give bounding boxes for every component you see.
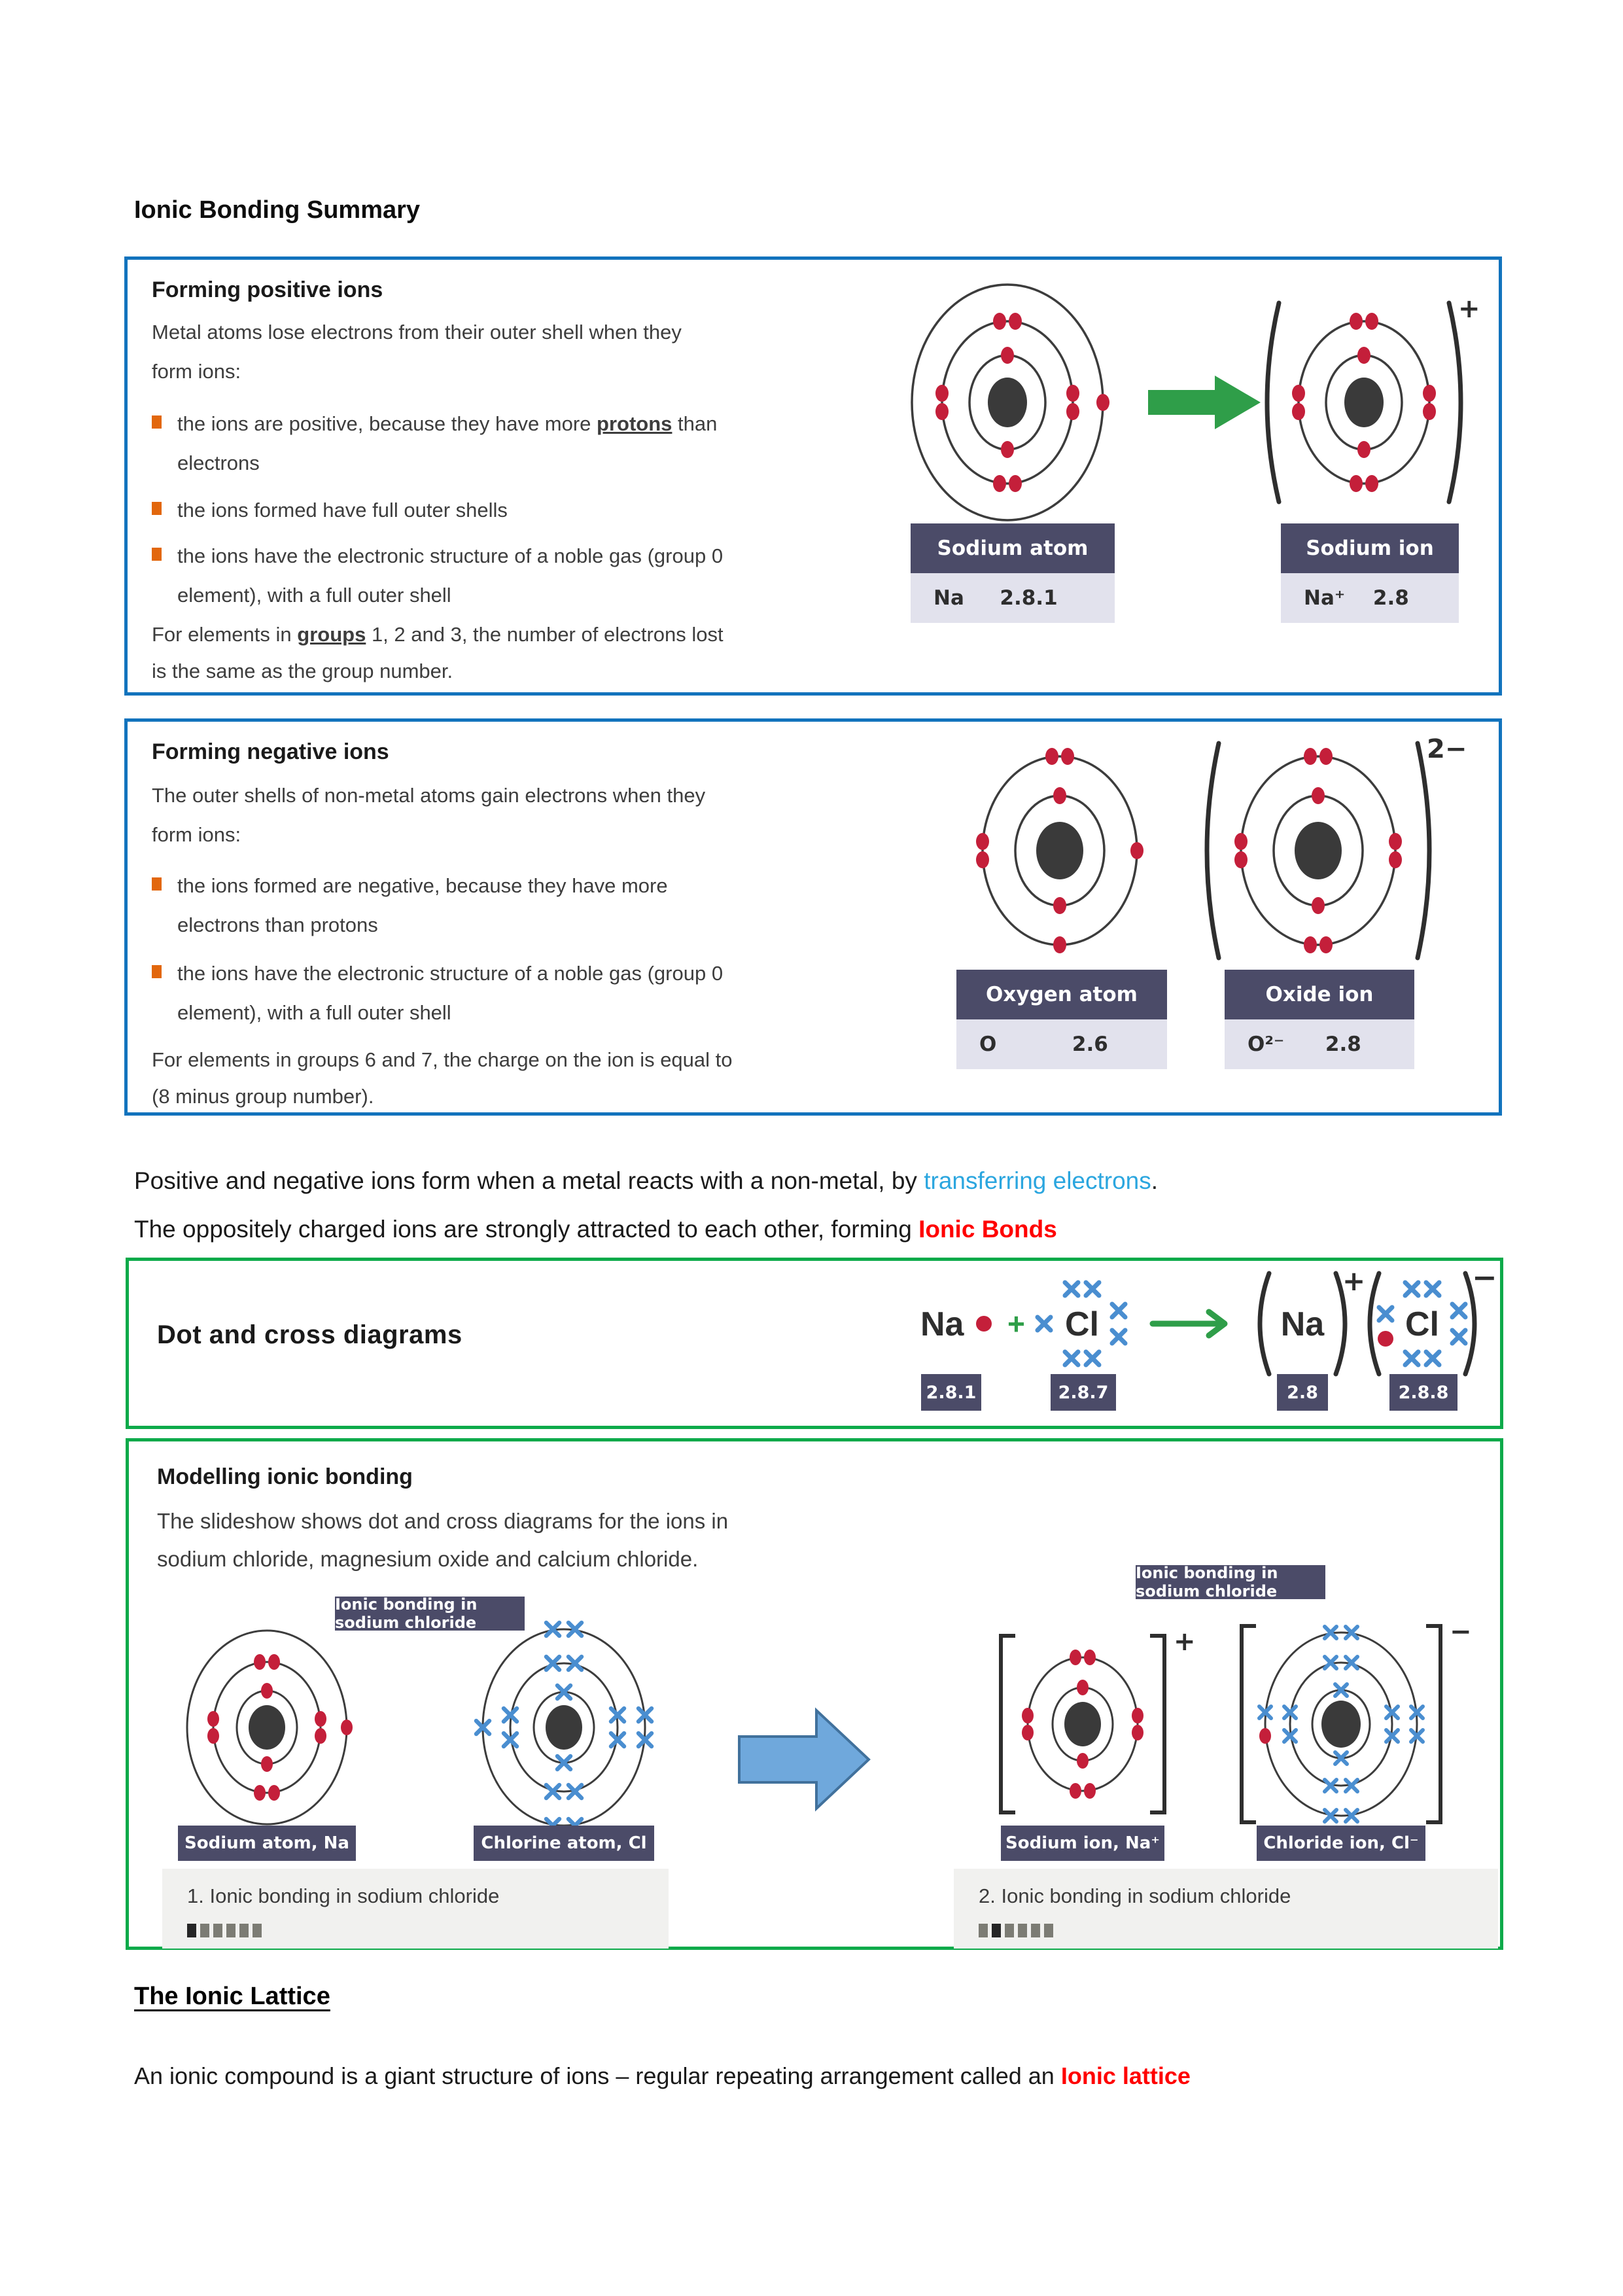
dot-cross-title: Dot and cross diagrams: [157, 1320, 462, 1349]
box1-bullet-1: the ions are positive, because they have more protons than electrons: [152, 404, 717, 483]
label-title: Sodium atom: [911, 523, 1115, 573]
modelling-paragraph: The slideshow shows dot and cross diagrams for the ions in sodium chloride, magnesium oxide and calcium chloride.: [157, 1509, 729, 1571]
electron-dot-icon: [976, 1316, 992, 1332]
label-value: O 2.6: [956, 1019, 1167, 1069]
chloride-ion-slide-label: Chloride ion, Cl⁻: [1257, 1826, 1425, 1861]
sodium-atom-label: [911, 523, 1115, 623]
svg-text:−: −: [1450, 1617, 1472, 1647]
cl-symbol: Cl: [1065, 1305, 1099, 1343]
sodium-atom-slide-label: Sodium atom, Na: [178, 1826, 356, 1861]
sodium-ion-diagram: [1227, 264, 1501, 544]
slide-caption-right: [954, 1869, 1498, 1949]
slide-title-badge-left: Ionic bonding in sodium chloride: [335, 1597, 525, 1631]
chlorine-atom-slide-diagram: [456, 1613, 672, 1845]
box1-footer: For elements in groups 1, 2 and 3, the number of electrons lost is the same as the group number.: [152, 623, 724, 682]
label-value: Na 2.8.1: [911, 573, 1115, 623]
box2-heading: Forming negative ions: [152, 739, 389, 764]
bullet-square-icon: [152, 415, 162, 429]
box2-bullet-2: the ions have the electronic structure of a noble gas (group 0 element), with a full outer shell: [152, 954, 723, 1033]
box2-intro: The outer shells of non-metal atoms gain electrons when they form ions:: [152, 784, 706, 846]
oxygen-atom-label: [956, 970, 1167, 1069]
box1-intro: Metal atoms lose electrons from their outer shell when they form ions:: [152, 321, 682, 383]
oxygen-atom-diagram: [942, 725, 1178, 980]
label-value: O²⁻ 2.8: [1225, 1019, 1414, 1069]
config-badge-287: 2.8.7: [1051, 1374, 1116, 1411]
oxide-ion-label: [1225, 970, 1414, 1069]
na-symbol: Na: [920, 1305, 964, 1343]
slide-title-badge-right: Ionic bonding in sodium chloride: [1136, 1565, 1325, 1599]
bullet-square-icon: [152, 548, 162, 561]
transferred-electron-dot-icon: [1378, 1331, 1393, 1347]
green-reaction-arrow-icon: [1153, 1312, 1225, 1335]
bullet-square-icon: [152, 502, 162, 515]
chloride-ion-slide-diagram: [1204, 1593, 1478, 1858]
plus-charge: +: [1342, 1265, 1366, 1297]
bullet-square-icon: [152, 877, 162, 891]
slide-caption-left: [162, 1869, 669, 1949]
slide-progress-dots: [979, 1924, 1053, 1937]
sodium-ion-slide-label: Sodium ion, Na⁺: [1001, 1826, 1164, 1861]
blue-arrow-icon: [738, 1703, 872, 1820]
transfer-paragraph: Positive and negative ions form when a metal reacts with a non-metal, by transferring electrons. The oppositely charged ions are strongly attracted to each other, forming Ionic Bonds: [134, 1167, 1159, 1243]
box1-bullet-3: the ions have the electronic structure of a noble gas (group 0 element), with a full outer shell: [152, 537, 723, 615]
sodium-atom-diagram: [883, 264, 1132, 544]
ionic-lattice-paragraph: An ionic compound is a giant structure of ions – regular repeating arrangement called an Ionic lattice: [134, 2062, 1191, 2089]
sodium-ion-label: [1281, 523, 1459, 623]
sodium-ion-slide-diagram: [965, 1616, 1200, 1835]
cl-ion-symbol: Cl: [1405, 1305, 1439, 1343]
config-badge-28: 2.8: [1277, 1374, 1328, 1411]
box2-bullet-1: the ions formed are negative, because they have more electrons than protons: [152, 866, 668, 945]
box2-footer: For elements in groups 6 and 7, the charge on the ion is equal to (8 minus group number).: [152, 1048, 733, 1108]
oxide-ion-diagram: [1164, 721, 1472, 983]
config-badge-288: 2.8.8: [1389, 1374, 1457, 1411]
svg-text:2−: 2−: [1427, 734, 1467, 764]
na-ion-symbol: Na: [1280, 1305, 1325, 1343]
label-title: Oxide ion: [1225, 970, 1414, 1019]
modelling-heading: Modelling ionic bonding: [157, 1464, 413, 1489]
bullet-square-icon: [152, 965, 162, 978]
label-title: Sodium ion: [1281, 523, 1459, 573]
label-title: Oxygen atom: [956, 970, 1167, 1019]
caption-text: 2. Ionic bonding in sodium chloride: [979, 1884, 1291, 1907]
ionic-lattice-heading: The Ionic Lattice: [134, 1983, 330, 2010]
config-badge-281: 2.8.1: [921, 1374, 981, 1411]
plus-sign: +: [1007, 1307, 1025, 1341]
svg-text:+: +: [1458, 294, 1480, 324]
box1-bullet-2: the ions formed have full outer shells: [152, 491, 508, 530]
chlorine-atom-slide-label: Chlorine atom, Cl: [474, 1826, 654, 1861]
svg-text:+: +: [1174, 1627, 1196, 1657]
label-value: Na⁺ 2.8: [1281, 573, 1459, 623]
minus-charge: −: [1472, 1262, 1497, 1295]
sodium-atom-slide-diagram: [169, 1617, 365, 1841]
page-title: Ionic Bonding Summary: [134, 196, 421, 224]
slide-progress-dots: [187, 1924, 262, 1937]
caption-text: 1. Ionic bonding in sodium chloride: [187, 1884, 500, 1907]
box1-heading: Forming positive ions: [152, 277, 383, 302]
